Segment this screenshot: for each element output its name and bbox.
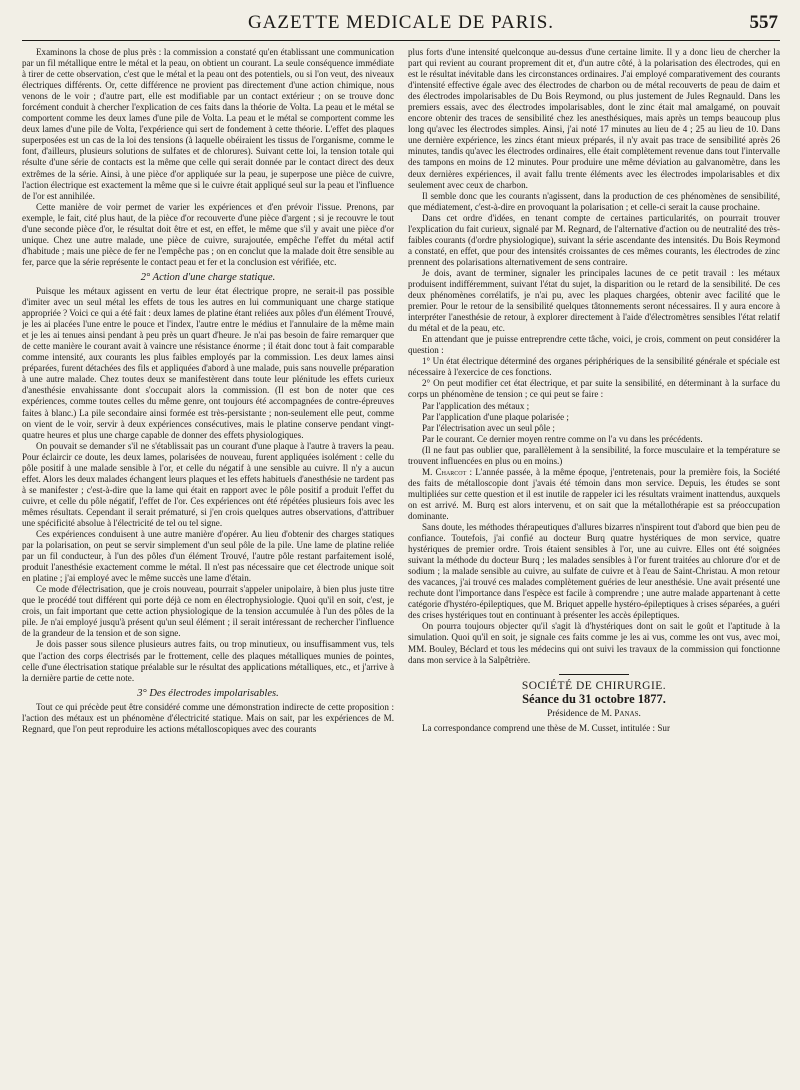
presidence-prefix: Présidence de M. (547, 708, 615, 719)
paragraph: (Il ne faut pas oublier que, parallèlement à la sensibilité, la force musculaire et la température se trouvent influencées en plus ou en moins.) (408, 444, 780, 466)
list-item: Par l'application des métaux ; (422, 400, 530, 411)
paragraph: On pouvait se demander s'il ne s'établissait pas un courant d'une plaque à l'autre à travers la peau. Pour éclaircir ce doute, les deux lames, polarisées de nouveau, furent appliquées isolément : celle du pôle positif à une malade sensible à l'or, et celle du négatif à une sensible au cuivre. Il n'y a aucun effet. Alors les deux malades échangent leurs plaques et les effets habituels d'anesthésie ne tardent pas à se manifester ; c'est-à-dire que la lame qui était en rapport avec le pôle positif a produit l'effet du cuivre, et celle du pôle négatif, l'effet de l'or. Ces expériences ont été répétées plusieurs fois avec les mêmes résultats. Cependant il serait prématuré, si j'en crois quelques autres observations, d'attribuer une spécificité absolue à l'électricité de tel ou tel signe. (22, 440, 394, 528)
section-heading: 3° Des électrodes impolarisables. (137, 687, 279, 699)
presidence-suffix: . (638, 708, 641, 719)
paragraph: Il semble donc que les courants n'agissent, dans la production de ces phénomènes de sensibilité, que médiatement, c'est-à-dire en provoquant la polarisation ; et celle-ci serait la cause prochaine. (408, 190, 780, 212)
right-column (408, 47, 780, 1087)
seance-heading: Séance du 31 octobre 1877. (522, 691, 666, 706)
speaker-name: M. Charcot (422, 466, 467, 477)
columns (22, 47, 780, 1087)
list-item: Par le courant. Ce dernier moyen rentre comme on l'a vu dans les précédents. (422, 433, 703, 444)
paragraph: On pourra toujours objecter qu'il s'agit là d'hystériques dont on sait le goût et l'aptitude à la simulation. Quoi qu'il en soit, je signale ces faits comme je les ai vus, comme les ont vus, avec moi, MM. Bouley, Béclard et tous les médecins qui ont suivi les travaux de la commission qui fonctionne dans mon service à la Salpêtrière. (408, 621, 780, 665)
paragraph: plus forts d'une intensité quelconque au-dessus d'une certaine limite. Il y a donc lieu de chercher la part qui revient au courant proprement dit et, d'un autre côté, à la polarisation des électrodes, qui en est le résultat inévitable dans les circonstances ordinaires. J'ai employé comparativement des courants d'intensité effective égale avec des électrodes de charbon ou de métal recouverts de peau de daim et des électrodes impolarisables de Du Bois Reymond, ou plus justement de Jules Regnauld. Dans les premiers essais, avec des électrodes impolarisables, dont le zinc était mal amalgamé, on pouvait encore obtenir des traces de sensibilité chez les anesthésiques, mais après un temps beaucoup plus long qu'avec les électrodes simples. Ainsi, j'ai noté 17 minutes au lieu de 4 ; 25 au lieu de 10. Dans une dernière expérience, les zincs étant mieux préparés, il n'y avait pas trace de sensibilité après 26 minutes, tandis qu'avec les électrodes ordinaires, elle était complètement revenue dans tout l'intervalle des tampons en moins de 12 minutes. Pour produire une même déviation au galvanomètre, dans les deux dernières expériences, il avait fallu trente éléments avec les électrodes impolarisables et dix seulement avec ceux de charbon. (408, 47, 780, 190)
paragraph: 1° Un état électrique déterminé des organes périphériques de la sensibilité générale et spéciale est nécessaire à l'exercice de ces fonctions. (408, 356, 780, 378)
paragraph: Cette manière de voir permet de varier les expériences et d'en prévoir l'issue. Prenons, par exemple, le fait, cité plus haut, de la pièce d'or recouverte d'une pièce d'argent ; si je recouvre le tout d'une seconde pièce d'or, le résultat doit être et est, en effet, le même que s'il y avait une pièce d'or unique. Chez une autre malade, une pièce de cuivre, surajoutée, empêche l'effet du métal actif d'habitude ; mais une pièce de fer ne l'empêche pas ; on en conclut que la malade doit être sensible au fer, parce que la série représente le contact peau et fer et la conclusion est vérifiée, etc. (22, 201, 394, 267)
left-column (22, 47, 394, 1087)
paragraph (408, 467, 780, 522)
paragraph: Puisque les métaux agissent en vertu de leur état électrique propre, ne serait-il pas possible d'imiter avec un seul métal les effets de tous les autres en lui communiquant une charge statique appropriée ? Voici ce qui a été fait : deux lames de platine étant reliées aux pôles d'un élément Trouvé, je les ai placées l'une entre le pouce et l'index, l'autre entre le médius et l'annulaire de la même main et je les ai tenues ainsi pendant à peu près un quart d'heure. Je n'ai pas besoin de faire remarquer que de cette manière le courant avait à vaincre une résistance énorme ; il était donc tout à fait comparable comme intensité, aux courants les plus faibles employés par la commission. Les deux lames ainsi préparées, furent détachées des fils et appliquées d'abord à une malade, puis sans nouvelle préparation à une autre malade. Chez toutes deux se manifestèrent dans toute leur plénitude les effets curieux d'anesthésie envahissante dont s'occupait alors la commission. (Il est bon de noter que ces expériences, comme toutes celles du même genre, ont toujours été accompagnées de contre-épreuves faites à blanc.) La pile secondaire ainsi formée est très-persistante ; non-seulement elle peut, comme on vient de le voir, servir à deux expériences consécutives, mais le platine conserve pendant vingt-quatre heures et plus une charge capable de donner des effets physiologiques. (22, 285, 394, 440)
page-number: 557 (749, 12, 778, 33)
paragraph: Je dois passer sous silence plusieurs autres faits, ou trop minutieux, ou insuffisamment vus, tels que l'action des corps électrisés par le frottement, celle des plaques métalliques munies de pointes, celle d'une électrisation statique préalable sur le résultat des applications métalliques, etc., et j'arrive à la dernière partie de cette note. (22, 639, 394, 683)
list-item: Par l'application d'une plaque polarisée ; (422, 411, 569, 422)
list-item: Par l'électrisation avec un seul pôle ; (422, 422, 555, 433)
journal-title: GAZETTE MEDICALE DE PARIS. (247, 12, 555, 33)
paragraph: Dans cet ordre d'idées, en tenant compte de certaines particularités, on pourrait trouver l'explication du fait curieux, signalé par M. Regnard, de l'alternative d'action ou de neutralité des très-faibles courants (d'ordre physiologique), suivant la série ascendante des intensités. Du Bois Reymond a constaté, en effet, que pour des intensités croissantes de ces mêmes courants, les électrodes de zinc prennent des polarisations alternativement de sens contraire. (408, 212, 780, 267)
page-header (22, 10, 780, 41)
paragraph: En attendant que je puisse entreprendre cette tâche, voici, je crois, comment on peut considérer la question : (408, 334, 780, 356)
paragraph: Ce mode d'électrisation, que je crois nouveau, pourrait s'appeler unipolaire, à bien plus juste titre que le procédé tout différent qui porte déjà ce nom en électrophysiologie. Quoi qu'il en soit, c'est, je crois, un fait important que cette action physiologique de la tension accumulée à l'un des pôles de la pile. Je n'ai employé jusqu'à présent qu'un seul élément ; il serait intéressant de rechercher l'influence de la grandeur de la tension et de son signe. (22, 584, 394, 639)
paragraph: Examinons la chose de plus près : la commission a constaté qu'en établissant une communication par un fil métallique entre le métal et la peau, on obtient un courant. La seule conséquence immédiate à tirer de cette observation, c'est que le métal et la peau ont des potentiels, ou si l'on veut, des niveaux électriques différents. Or, cette différence ne provient pas directement d'une action chimique, nous venons de le voir ; d'autre part, elle est modifiable par un contact extérieur ; on se trouve donc forcément conduit à chercher l'explication de ces faits dans la théorie de Volta. La peau et le métal se comportent comme les deux lames d'une pile de Volta. La peau et le métal se comportent comme les deux lames d'une pile de Volta, l'expérience qui sert de fondement à cette théorie. L'effet des plaques superposées est un cas de la loi des tensions (à laquelle obéiraient les tissus de l'organisme, comme le font, d'ailleurs, plusieurs solutions de sulfates et de chlorures). Suivant cette loi, la tension totale qui résulte d'une série de contacts est la même que celle qui serait donnée par le contact direct des deux extrêmes de la série. Ainsi, à une pièce d'or appliquée sur la peau, je superpose une pièce de cuivre, l'action électrique est exactement la même que si le cuivre était appliqué seul sur la peau et l'influence de l'or est annihilée. (22, 47, 394, 201)
section-heading: 2° Action d'une charge statique. (140, 271, 276, 283)
society-heading: SOCIÉTÉ DE CHIRURGIE. (521, 679, 667, 692)
paragraph: Sans doute, les méthodes thérapeutiques d'allures bizarres n'inspirent tout d'abord que bien peu de confiance. Toutefois, j'ai confié au docteur Burq quatre hystériques de mon service, quatre hystériques de premier ordre. Trois étaient sensibles à l'or, une au cuivre. Elles ont été soignées suivant la méthode du docteur Burq ; les malades sensibles à l'or furent traitées au chlorure d'or et de sodium ; la malade sensible au cuivre, au sulfate de cuivre et à l'eau de Saint-Christau. A mon retour des vacances, j'ai trouvé ces malades complètement guéries de leur anesthésie. Une avait présenté une rechute dont l'importance dans l'espèce est facile à comprendre ; une autre malade appartenant à cette catégorie d'hystéro-épileptiques, que M. Briquet appelle hystéro-épileptiques à crises séparées, a guéri des crises hystériques tout en continuant à présenter les accès épileptiques. (408, 522, 780, 621)
paragraph: Je dois, avant de terminer, signaler les principales lacunes de ce petit travail : les métaux produisent indifféremment, suivant l'état du sujet, la disparition ou le retard de la sensibilité. De ces deux phénomènes corrélatifs, je n'ai pu, avec les plaques chargées, obtenir avec facilité que le premier. Pour le retour de la sensibilité quelques tâtonnements seront nécessaires. Il y aura encore à interpréter l'anesthésie de retour, à explorer directement à l'aide d'électromètres sensibles l'état relatif du métal et de la peau, etc. (408, 267, 780, 334)
paragraph: La correspondance comprend une thèse de M. Cusset, intitulée : Sur (422, 722, 670, 733)
paragraph: 2° On peut modifier cet état électrique, et par suite la sensibilité, en déterminant à la surface du corps un phénomène de tension ; ce qui peut se faire : (408, 378, 780, 400)
paragraph: Ces expériences conduisent à une autre manière d'opérer. Au lieu d'obtenir des charges statiques par la polarisation, on peut se servir simplement d'un seul pôle de la pile. Une lame de platine reliée par un fil conducteur, à l'un des pôles d'un élément Trouvé, l'autre pôle restant parfaitement isolé, produit l'anesthésie exactement comme le métal. Il n'est pas nécessaire que cet électrode unique soit en platine ; j'ai employé avec le même succès une lame d'étain. (22, 529, 394, 584)
president-name: Panas (614, 708, 639, 719)
paragraph: Tout ce qui précède peut être considéré comme une démonstration indirecte de cette proposition : l'action des métaux est un phénomène d'électricité statique. Mais on sait, par les expériences de M. Regnard, que l'on peut reproduire les actions métalloscopiques avec des courants (22, 701, 394, 734)
divider (559, 674, 629, 675)
speech-text: : L'année passée, à la même époque, j'entretenais, pour la première fois, la Société des faits de métalloscopie dont j'avais été témoin dans mon service. Depuis, les études se sont multipliées sur cette question et il est inutile de rappeler ici les résultats vraiment inattendus, auxquels on est arrivé. M. Burq est alors intervenu, et on sait que la métallothérapie est sa préoccupation dominante. (408, 466, 780, 521)
presidence-line (408, 709, 780, 720)
